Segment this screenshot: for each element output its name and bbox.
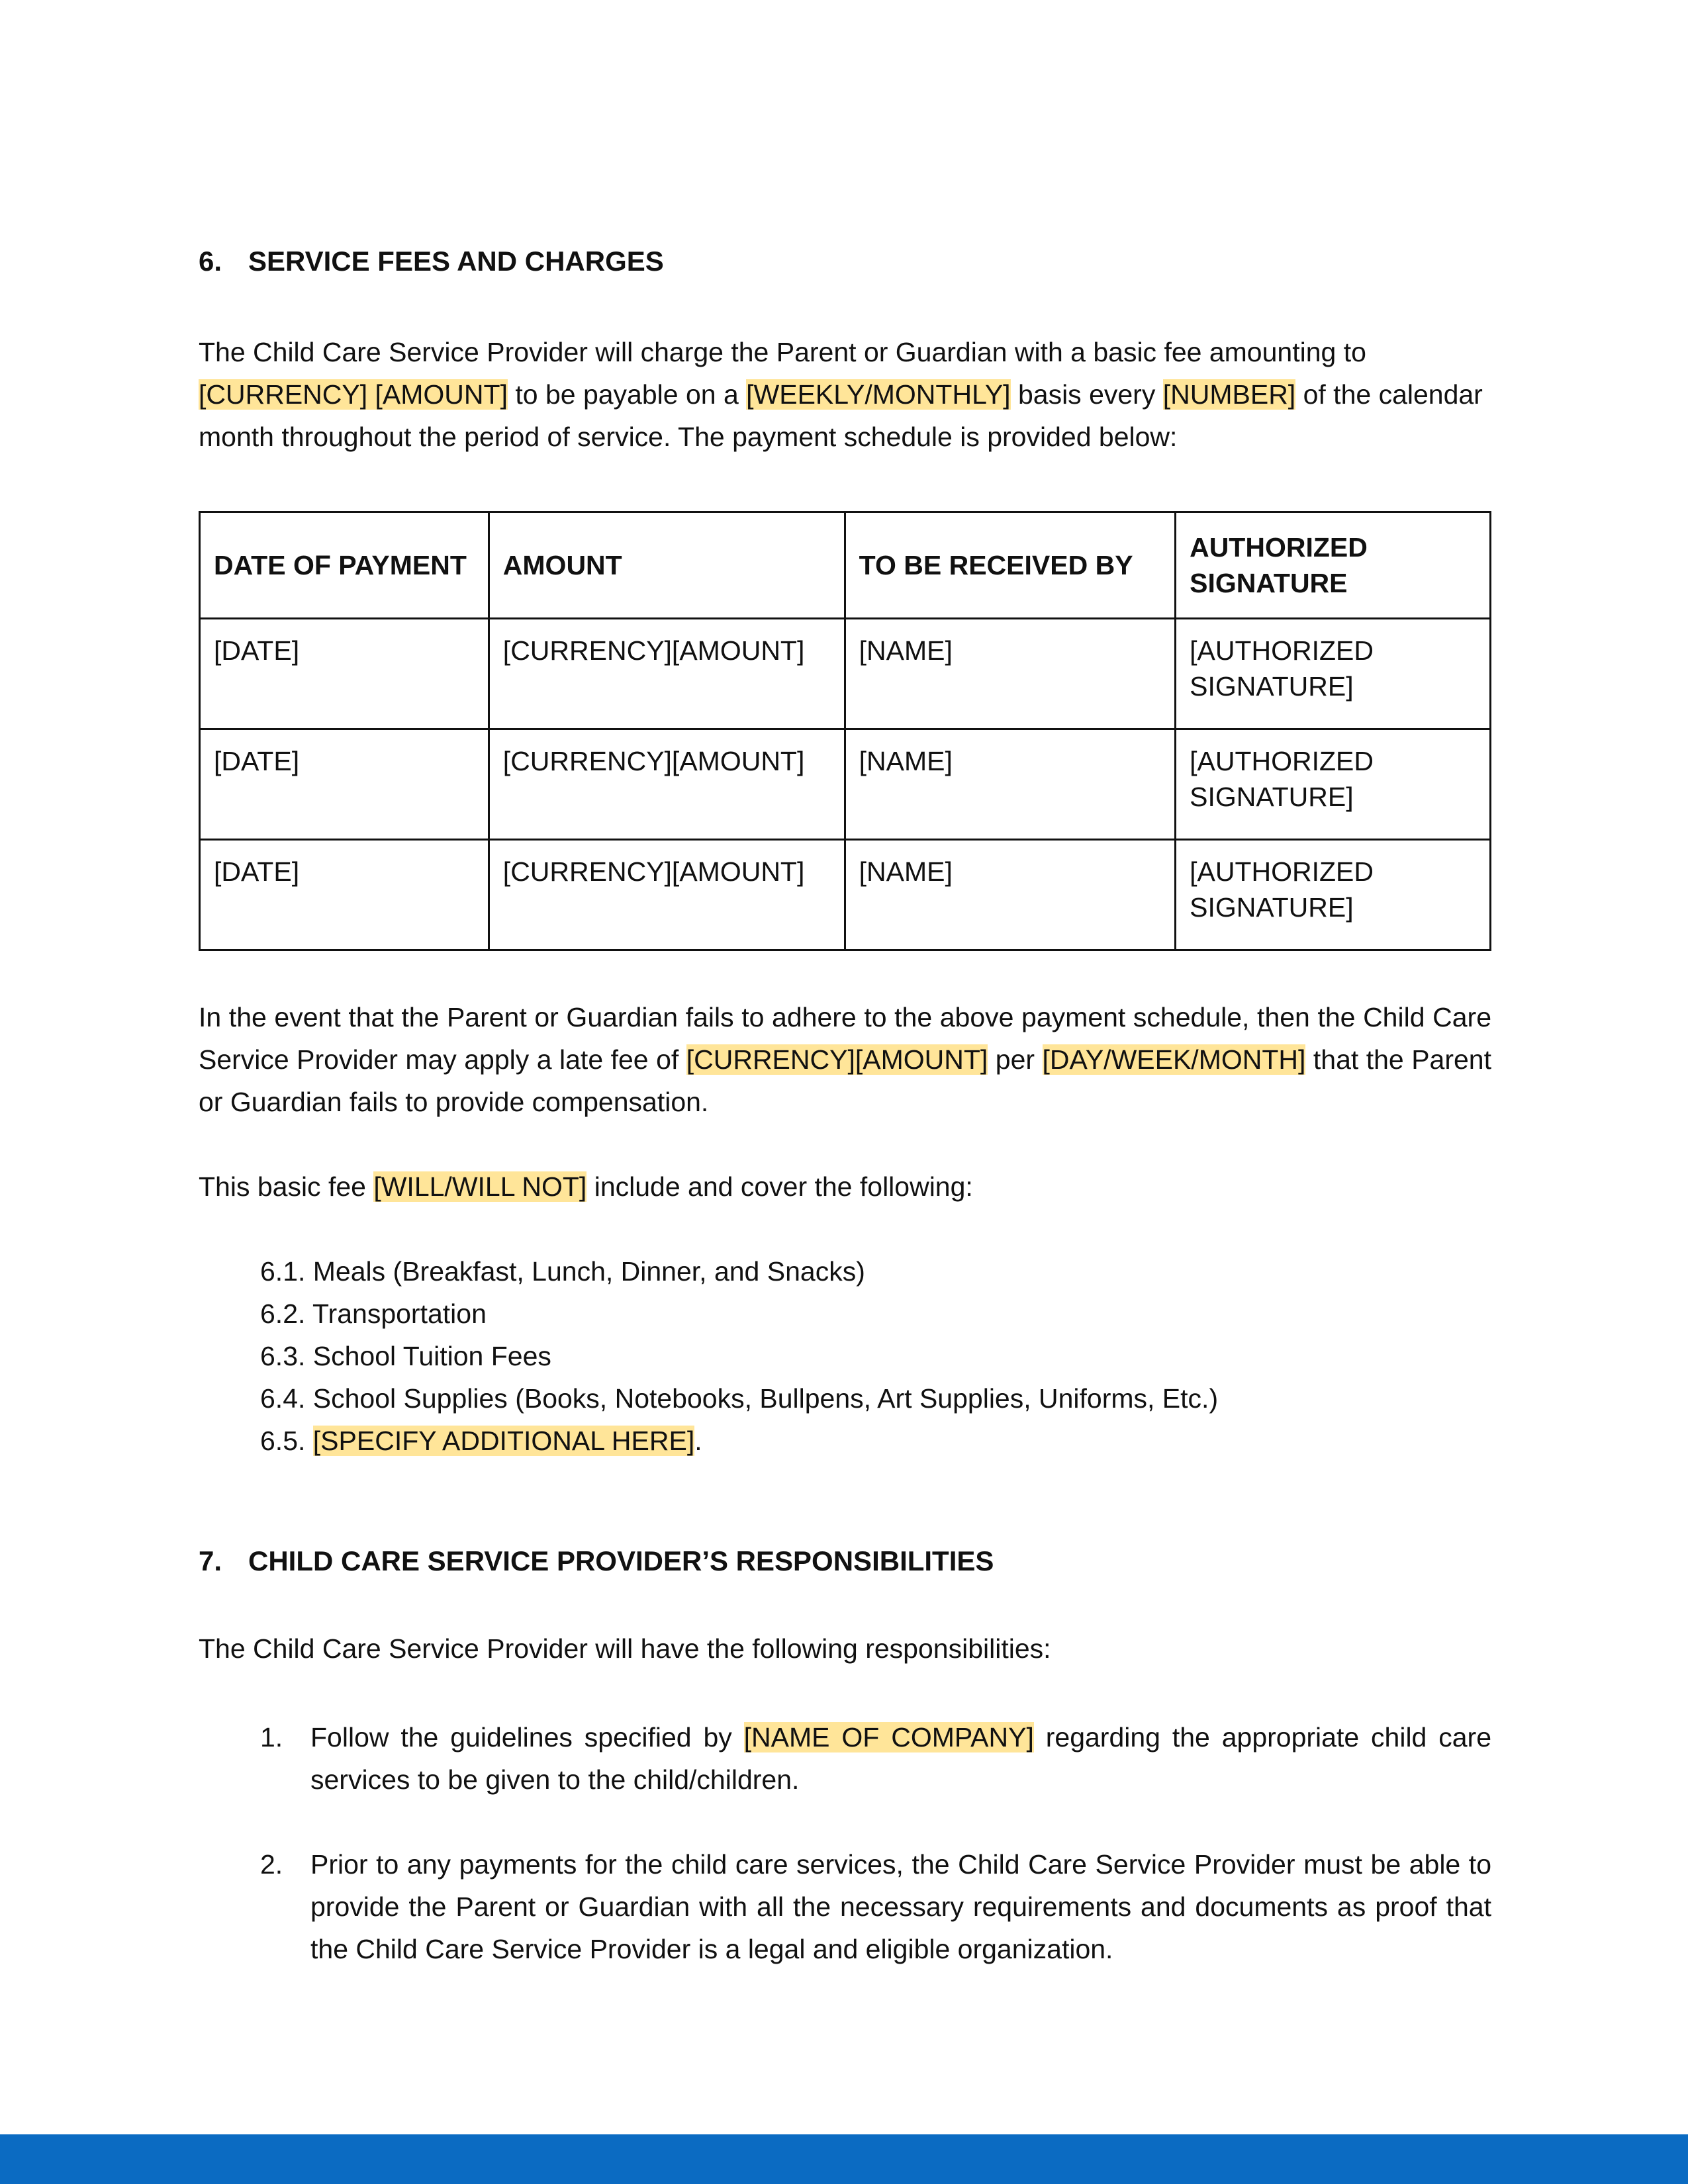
placeholder-number: [NUMBER] — [1162, 379, 1296, 410]
list-item: 6.1. Meals (Breakfast, Lunch, Dinner, and Snacks) — [260, 1256, 865, 1287]
table-row — [200, 619, 1491, 729]
fee-intro-text-2: to be payable on a — [507, 379, 747, 410]
table-cell-signature: [AUTHORIZED SIGNATURE] — [1176, 840, 1491, 950]
basic-fee-text-2: include and cover the following: — [586, 1171, 973, 1202]
table-cell-amount: [CURRENCY][AMOUNT] — [489, 840, 845, 950]
table-cell-amount: [CURRENCY][AMOUNT] — [489, 729, 845, 840]
header-authorized-signature: AUTHORIZED SIGNATURE — [1176, 512, 1491, 619]
list-item-number: 2. — [260, 1849, 283, 1880]
late-fee-text-1: In the event that the Parent or Guardian fails to adhere to the above payment schedule, then the Child Care Service Provider may apply a late fee of — [199, 1002, 1491, 1075]
list-item-text: Prior to any payments for the child care services, the Child Care Service Provider must be able to provide the Parent or Guardian with all the necessary requirements and documents as proof that the Child Care Service Provider is a legal and eligible organization. — [310, 1849, 1491, 1964]
header-to-be-received-by: TO BE RECEIVED BY — [845, 512, 1175, 619]
responsibilities-list — [199, 1716, 1491, 1970]
list-item-prefix: 6.5. — [260, 1426, 313, 1456]
section-6-title: SERVICE FEES AND CHARGES — [248, 246, 664, 277]
fee-coverage-list — [199, 1250, 1491, 1462]
header-amount: AMOUNT — [489, 512, 845, 619]
placeholder-will-will-not: [WILL/WILL NOT] — [373, 1171, 587, 1202]
basic-fee-text-1: This basic fee — [199, 1171, 374, 1202]
fee-intro-paragraph — [199, 331, 1491, 458]
late-fee-paragraph — [199, 996, 1491, 1123]
responsibility-1-text-2: regarding the appropriate child care services to be given to the child/children. — [310, 1722, 1492, 1795]
fee-intro-text-3: basis every — [1010, 379, 1163, 410]
placeholder-weekly-monthly: [WEEKLY/MONTHLY] — [746, 379, 1011, 410]
list-item-suffix: . — [694, 1426, 702, 1456]
list-item — [199, 1843, 1491, 1970]
placeholder-late-fee-amount: [CURRENCY][AMOUNT] — [686, 1044, 988, 1075]
table-cell-signature: [AUTHORIZED SIGNATURE] — [1176, 619, 1491, 729]
table-cell-date: [DATE] — [200, 729, 489, 840]
list-item — [260, 1420, 1491, 1462]
responsibility-1-text-1: Follow the guidelines specified by — [310, 1722, 744, 1752]
table-row — [200, 840, 1491, 950]
list-item: 6.2. Transportation — [260, 1298, 487, 1329]
list-item: 6.3. School Tuition Fees — [260, 1341, 551, 1371]
fee-intro-text-4: of the calendar month throughout the period of service. The payment schedule is provided below: — [199, 379, 1483, 452]
placeholder-specify-additional: [SPECIFY ADDITIONAL HERE] — [312, 1426, 695, 1456]
placeholder-day-week-month: [DAY/WEEK/MONTH] — [1042, 1044, 1306, 1075]
basic-fee-paragraph — [199, 1165, 1491, 1208]
responsibilities-intro: The Child Care Service Provider will have the following responsibilities: — [199, 1633, 1051, 1664]
list-item-number: 1. — [260, 1722, 283, 1752]
late-fee-text-3: that the Parent or Guardian fails to provide compensation. — [199, 1044, 1492, 1117]
placeholder-currency-amount: [CURRENCY] [AMOUNT] — [199, 379, 508, 410]
document-page — [199, 242, 1491, 2013]
table-header-row — [200, 512, 1491, 619]
section-6-number: 6. — [199, 246, 222, 277]
list-item — [199, 1716, 1491, 1801]
section-7-number: 7. — [199, 1545, 222, 1576]
table-cell-name: [NAME] — [845, 729, 1175, 840]
late-fee-text-2: per — [988, 1044, 1043, 1075]
section-7-title: CHILD CARE SERVICE PROVIDER’S RESPONSIBILITIES — [248, 1545, 994, 1576]
section-7-heading — [199, 1541, 1491, 1581]
table-cell-date: [DATE] — [200, 619, 489, 729]
table-cell-amount: [CURRENCY][AMOUNT] — [489, 619, 845, 729]
table-cell-name: [NAME] — [845, 840, 1175, 950]
table-cell-name: [NAME] — [845, 619, 1175, 729]
fee-intro-text-1: The Child Care Service Provider will charge the Parent or Guardian with a basic fee amounting to — [199, 337, 1366, 367]
footer-bar — [0, 2134, 1688, 2184]
section-6-heading — [199, 242, 1491, 281]
table-row — [200, 729, 1491, 840]
header-date-of-payment: DATE OF PAYMENT — [200, 512, 489, 619]
list-item-text — [310, 1716, 1491, 1801]
placeholder-name-of-company: [NAME OF COMPANY] — [743, 1722, 1034, 1752]
payment-schedule-table — [199, 511, 1491, 951]
table-cell-signature: [AUTHORIZED SIGNATURE] — [1176, 729, 1491, 840]
list-item: 6.4. School Supplies (Books, Notebooks, Bullpens, Art Supplies, Uniforms, Etc.) — [260, 1383, 1219, 1414]
table-cell-date: [DATE] — [200, 840, 489, 950]
